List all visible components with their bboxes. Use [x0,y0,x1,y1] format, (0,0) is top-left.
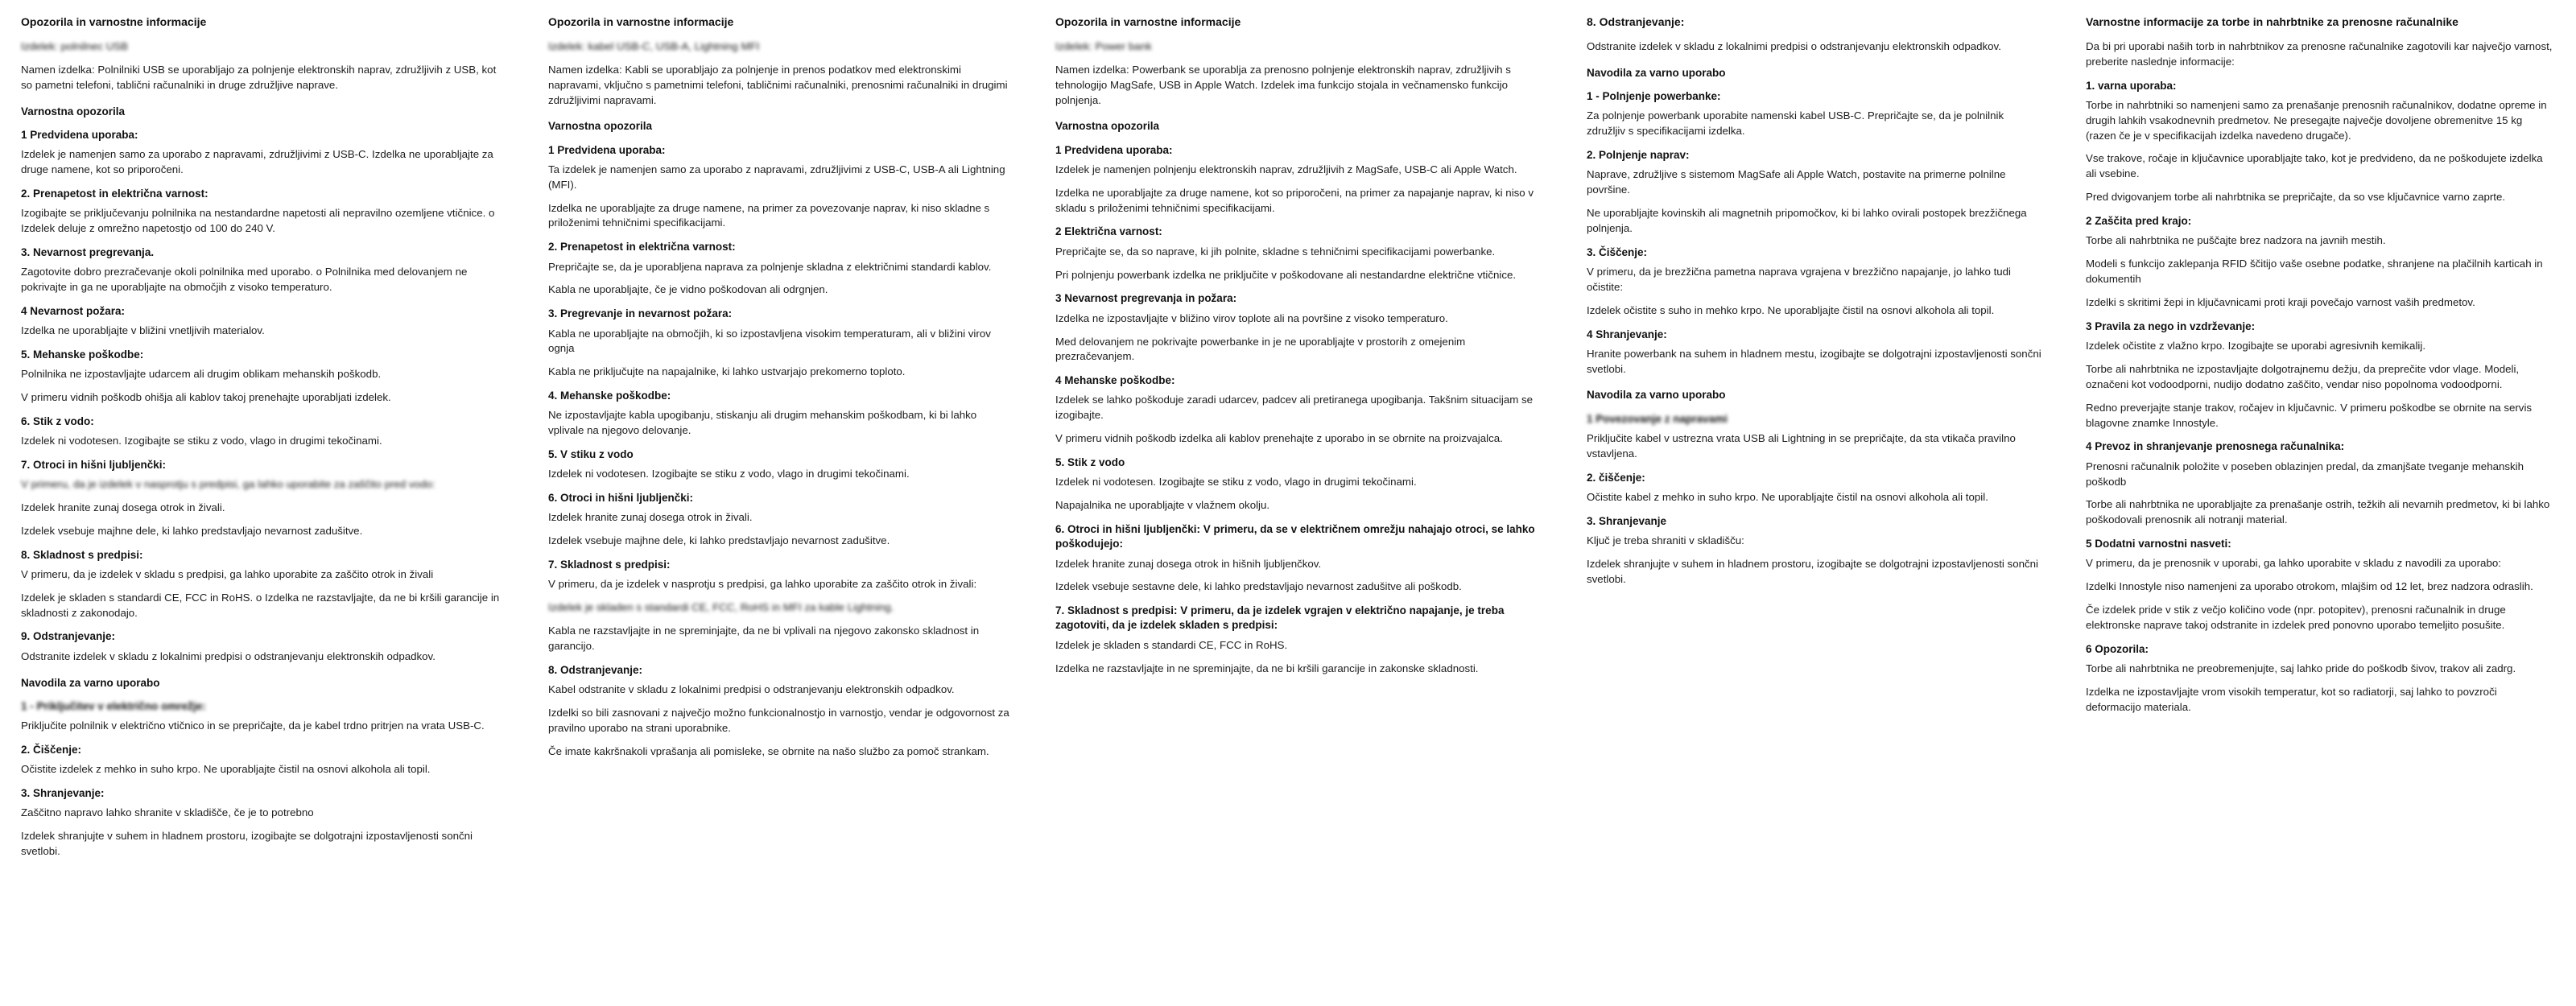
paragraph: Vse trakove, ročaje in ključavnice uporabljajte tako, kot je predvideno, da ne poškodujete izdelka ali vsebine. [2086,152,2543,180]
paragraph: Odstranite izdelek v skladu z lokalnimi predpisi o odstranjevanju elektronskih odpadkov. [1587,39,2001,52]
paragraph: Izdelka ne uporabljajte za druge namene, na primer za povezovanje naprav, ki niso skladne s priloženimi tehničnimi specifikacijami. [548,201,990,229]
paragraph: Kabla ne uporabljajte, če je vidno poškodovan ali odrgnjen. [548,283,828,296]
paragraph: Izdelek ni vodotesen. Izogibajte se stiku z vodo, vlago in drugimi tekočinami. [21,434,382,447]
paragraph: Izdelek je skladen s standardi CE, FCC in RoHS. [1055,638,1288,651]
subsection-heading: 6. Stik z vodo: [21,414,94,427]
paragraph: Namen izdelka: Kabli se uporabljajo za polnjenje in prenos podatkov med elektronskimi napravami, vključno s pametnimi telefoni, tabličnimi računalniki, prenosnimi računalniki in drugimi združljivimi napravami. [548,63,1008,106]
paragraph: Izdelek vsebuje majhne dele, ki lahko predstavljajo nevarnost zadušitve. [21,524,363,537]
subsection-heading: 2 Električna varnost: [1055,225,1162,238]
paragraph: Prenosni računalnik položite v poseben oblazinjen predal, da zmanjšate tveganje mehanskih poškodb [2086,460,2524,488]
subsection-heading: 2. Čiščenje: [21,743,82,756]
subsection-heading: 5. Stik z vodo [1055,456,1125,469]
paragraph: Izdelek hranite zunaj dosega otrok in živali. [21,501,225,513]
paragraph: Izdelek je skladen s standardi CE, FCC in RoHS. o Izdelka ne razstavljajte, da ne bi kršili garancije in skladnosti z zakonodajo. [21,591,500,619]
paragraph: Med delovanjem ne pokrivajte powerbanke in je ne uporabljajte v prostorih z omejenim prezračevanjem. [1055,335,1466,363]
column-body [1587,39,2044,588]
paragraph: Izdelka ne razstavljajte in ne spreminjajte, da ne bi kršili garancije in zakonske skladnosti. [1055,662,1479,674]
paragraph: Izdelki Innostyle niso namenjeni za uporabo otrokom, mlajšim od 12 let, brez nadzora odraslih. [2086,580,2533,593]
paragraph: Priključite kabel v ustrezna vrata USB ali Lightning in se prepričajte, da sta vtikača pravilno vstavljena. [1587,431,2016,460]
subsection-heading: 6 Opozorila: [2086,642,2149,655]
paragraph: Izdelek hranite zunaj dosega otrok in hišnih ljubljenčkov. [1055,557,1322,570]
column-title: Opozorila in varnostne informacije [548,15,734,28]
paragraph: V primeru vidnih poškodb ohišja ali kablov takoj prenehajte uporabljati izdelek. [21,390,391,403]
paragraph: Izdelka ne izpostavljajte v bližino virov toplote ali na površine z visoko temperaturo. [1055,311,1448,324]
paragraph: Torbe in nahrbtniki so namenjeni samo za prenašanje prenosnih računalnikov, dodatne opreme in drugih lahkih vsakodnevnih predmetov. Ne presegajte največje dovoljene obremenitve 15 kg (razen če je v specifikacijah izdelka navedeno drugače). [2086,98,2547,142]
subsection-heading: 8. Odstranjevanje: [548,663,643,676]
subsection-heading [1587,412,2044,427]
paragraph: Polnilnika ne izpostavljajte udarcem ali drugim oblikam mehanskih poškodb. [21,367,382,380]
paragraph: Ključ je treba shraniti v skladišču: [1587,534,1744,546]
paragraph: Da bi pri uporabi naših torb in nahrbtnikov za prenosne računalnike zagotovili kar največjo varnost, preberite naslednje informacije: [2086,39,2553,68]
paragraph: Modeli s funkcijo zaklepanja RFID ščitijo vaše osebne podatke, shranjene na plačilnih karticah in dokumentih [2086,258,2543,286]
document-column-3 [1034,14,1566,1006]
column-title: Opozorila in varnostne informacije [1055,15,1241,28]
subsection-heading: 7. Skladnost s predpisi: V primeru, da je izdelek vgrajen v električno napajanje, je treba zagotoviti, da je izdelek skladen s predpisi: [1055,604,1505,632]
subsection-heading: 1. varna uporaba: [2086,79,2177,92]
paragraph: Torbe ali nahrbtnika ne uporabljajte za prenašanje ostrih, težkih ali nevarnih predmetov, ki bi lahko poškodovali prenosnik ali notranji material. [2086,498,2550,526]
subsection-heading: 6. Otroci in hišni ljubljenčki: V primeru, da se v električnem omrežju nahajajo otroci, se lahko poškodujejo: [1055,523,1535,550]
paragraph: Priključite polnilnik v električno vtičnico in se prepričajte, da je kabel trdno pritrjen na vrata USB-C. [21,719,485,732]
paragraph: Redno preverjajte stanje trakov, ročajev in ključavnic. V primeru poškodbe se obrnite na servis blagovne znamke Innostyle. [2086,401,2533,429]
paragraph: Izdelka ne uporabljajte v bližini vnetljivih materialov. [21,324,265,336]
paragraph [548,600,1013,616]
paragraph: Pred dvigovanjem torbe ali nahrbtnika se prepričajte, da so vse ključavnice varno zaprte. [2086,191,2506,204]
paragraph: Namen izdelka: Powerbank se uporablja za prenosno polnjenje elektronskih naprav, združljivih s tehnologijo MagSafe, USB in Apple Watch. Izdelek ima funkcijo stojala in večnamensko funkcijo polnjenja. [1055,63,1511,106]
paragraph: Izdelka ne uporabljajte za druge namene, kot so priporočeni, na primer za napajanje naprav, ki niso v skladu s priloženimi tehničnimi specifikacijami. [1055,186,1534,214]
subsection-heading: 1 Predvidena uporaba: [1055,143,1173,156]
subsection-heading: 6. Otroci in hišni ljubljenčki: [548,492,694,505]
subsection-heading: 2. Polnjenje naprav: [1587,148,1690,161]
subsection-heading: 9. Odstranjevanje: [21,630,116,643]
subsection-heading: 4. Mehanske poškodbe: [548,390,671,402]
subsection-heading: 3. Čiščenje: [1587,245,1648,258]
subsection-heading: 4 Nevarnost požara: [21,304,126,317]
subsection-heading: 4 Mehanske poškodbe: [1055,374,1175,387]
paragraph: Ne izpostavljajte kabla upogibanju, stiskanju ali drugim mehanskim poškodbam, ki bi lahko vplivale na njegovo delovanje. [548,409,977,437]
subsection-heading: 1 Predvidena uporaba: [21,128,138,141]
paragraph: Izdelek hranite zunaj dosega otrok in živali. [548,511,753,524]
redacted-text: Izdelek: kabel USB-C, USB-A, Lightning MFI [548,39,760,52]
paragraph: Očistite kabel z mehko in suho krpo. Ne uporabljajte čistil na osnovi alkohola ali topil. [1587,490,1988,503]
paragraph: Izogibajte se priključevanju polnilnika na nestandardne napetosti ali nepravilno ozemljene vtičnice. o Izdelek deluje z omrežno napetostjo od 100 do 240 V. [21,206,495,234]
subsection-heading: 1 - Polnjenje powerbanke: [1587,89,1721,102]
paragraph: Izdelka ne izpostavljajte vrom visokih temperatur, kot so radiatorji, saj lahko to povzroči deformacijo materiala. [2086,685,2497,713]
subsection-heading: 3. Shranjevanje [1587,514,1667,527]
paragraph: Izdelek shranjujte v suhem in hladnem prostoru, izogibajte se dolgotrajni izpostavljenosti sončni svetlobi. [1587,557,2038,585]
redacted-text: Izdelek: Power bank [1055,39,1152,52]
subsection-heading: 5 Dodatni varnostni nasveti: [2086,538,2231,550]
column-title: Varnostne informacije za torbe in nahrbtnike za prenosne računalnike [2086,15,2458,28]
paragraph [548,39,1013,55]
subsection-heading: 2 Zaščita pred krajo: [2086,215,2192,228]
paragraph: V primeru, da je izdelek v skladu s predpisi, ga lahko uporabite za zaščito otrok in živali [21,567,434,580]
section-heading: Varnostna opozorila [1055,120,1160,133]
paragraph: Ne uporabljajte kovinskih ali magnetnih pripomočkov, ki bi lahko ovirali postopek brezžičnega polnjenja. [1587,206,2027,234]
paragraph: Hranite powerbank na suhem in hladnem mestu, izogibajte se dolgotrajni izpostavljenosti sončni svetlobi. [1587,347,2041,375]
column-title: 8. Odstranjevanje: [1587,15,1685,28]
paragraph: Izdelek shranjujte v suhem in hladnem prostoru, izogibajte se dolgotrajni izpostavljenosti sončni svetlobi. [21,830,473,857]
paragraph: Kabla ne razstavljajte in ne spreminjajte, da ne bi vplivali na njegovo zakonsko skladnost in garancijo. [548,625,980,653]
document-column-5 [2065,14,2576,1006]
paragraph: Zagotovite dobro prezračevanje okoli polnilnika med uporabo. o Polnilnika med delovanjem ne pokrivajte in ga ne uporabljajte na območjih z visoko temperaturo. [21,265,468,293]
subsection-heading: 7. Otroci in hišni ljubljenčki: [21,458,167,471]
subsection-heading: 3 Pravila za nego in vzdrževanje: [2086,320,2256,332]
column-body [21,39,506,860]
paragraph: Zaščitno napravo lahko shranite v skladišče, če je to potrebno [21,806,314,819]
paragraph: Izdelek je namenjen polnjenju elektronskih naprav, združljivih z MagSafe, USB-C ali Apple Watch. [1055,163,1517,175]
paragraph [21,39,506,55]
paragraph: Izdelek je namenjen samo za uporabo z napravami, združljivimi z USB-C. Izdelka ne uporabljajte za druge namene, kot so priporočeni. [21,147,493,175]
subsection-heading: 2. Prenapetost in električna varnost: [21,187,208,200]
paragraph: Izdelek očistite z vlažno krpo. Izogibajte se uporabi agresivnih kemikalij. [2086,340,2426,353]
subsection-heading: 3. Shranjevanje: [21,786,105,799]
paragraph: Izdelek očistite s suho in mehko krpo. Ne uporabljajte čistil na osnovi alkohola ali topil. [1587,303,1995,316]
subsection-heading: 5. Mehanske poškodbe: [21,348,144,361]
redacted-text: V primeru, da je izdelek v nasprotju s predpisi, ga lahko uporabite za zaščito pred vodo: [21,478,436,491]
column-body [548,39,1013,760]
section-heading: Navodila za varno uporabo [1587,389,1726,402]
paragraph: Kabel odstranite v skladu z lokalnimi predpisi o odstranjevanju elektronskih odpadkov. [548,683,955,696]
paragraph: Za polnjenje powerbank uporabite namenski kabel USB-C. Prepričajte se, da je polnilnik združljiv s specifikacijami izdelka. [1587,109,2004,138]
paragraph: Naprave, združljive s sistemom MagSafe ali Apple Watch, postavite na primerne polnilne površine. [1587,168,2006,196]
document-column-4 [1566,14,2065,1006]
paragraph: Izdelki s skritimi žepi in ključavnicami proti kraji povečajo varnost vaših predmetov. [2086,295,2475,308]
redacted-text: 1 Povezovanje z napravami [1587,412,1728,425]
redacted-text: Izdelek: polnilnec USB [21,39,129,52]
subsection-heading: 2. Prenapetost in električna varnost: [548,241,736,254]
paragraph: Kabla ne priključujte na napajalnike, ki lahko ustvarjajo prekomerno toploto. [548,365,906,378]
paragraph: Izdelki so bili zasnovani z največjo možno funkcionalnostjo in varnostjo, vendar je odgovornost za pravilno uporabo na strani uporabnike. [548,706,1009,734]
paragraph: V primeru vidnih poškodb izdelka ali kablov prenehajte z uporabo in se obrnite na proizvajalca. [1055,432,1503,445]
subsection-heading: 1 Predvidena uporaba: [548,143,666,156]
document-column-2 [527,14,1034,1006]
subsection-heading: 5. V stiku z vodo [548,448,634,461]
paragraph: Če izdelek pride v stik z večjo količino vode (npr. potopitev), prenosni računalnik in druge elektronske naprave takoj odstranite in izdelek pred ponovno uporabo temeljito posušite. [2086,604,2506,631]
subsection-heading: 3. Nevarnost pregrevanja. [21,245,155,258]
paragraph: Prepričajte se, da so naprave, ki jih polnite, skladne s tehničnimi specifikacijami powerbanke. [1055,245,1496,258]
paragraph: Če imate kakršnakoli vprašanja ali pomisleke, se obrnite na našo službo za pomoč strankam. [548,744,989,757]
subsection-heading: 4 Prevoz in shranjevanje prenosnega računalnika: [2086,440,2345,453]
paragraph: Izdelek se lahko poškoduje zaradi udarcev, padcev ali pretiranega upogibanja. Takšnim situacijam se izogibajte. [1055,394,1534,422]
paragraph [1055,39,1545,55]
paragraph: Očistite izdelek z mehko in suho krpo. Ne uporabljajte čistil na osnovi alkohola ali topil. [21,763,431,776]
paragraph: Izdelek ni vodotesen. Izogibajte se stiku z vodo, vlago in drugimi tekočinami. [548,468,910,480]
column-body [1055,39,1545,677]
subsection-heading [21,699,506,714]
paragraph: Torbe ali nahrbtnika ne izpostavljajte dolgotrajnemu dežju, da preprečite vdor vlage. Modeli, označeni kot vodoodporni, nudijo dodatno zaščito, vendar niso popolnoma vodoodporni. [2086,362,2520,390]
subsection-heading: 3. Pregrevanje in nevarnost požara: [548,307,733,320]
paragraph: Prepričajte se, da je uporabljena naprava za polnjenje skladna z električnimi standardi kablov. [548,260,992,273]
subsection-heading: 3 Nevarnost pregrevanja in požara: [1055,292,1237,305]
column-body [2086,39,2555,715]
paragraph: Torbe ali nahrbtnika ne puščajte brez nadzora na javnih mestih. [2086,234,2386,247]
paragraph: Odstranite izdelek v skladu z lokalnimi predpisi o odstranjevanju elektronskih odpadkov. [21,649,436,662]
section-heading: Navodila za varno uporabo [21,676,160,689]
paragraph: Pri polnjenju powerbank izdelka ne priključite v poškodovane ali nestandardne električne vtičnice. [1055,268,1517,281]
section-heading: Navodila za varno uporabo [1587,66,1726,79]
paragraph: V primeru, da je prenosnik v uporabi, ga lahko uporabite v skladu z navodili za uporabo: [2086,557,2501,570]
redacted-text: 1 - Priključitev v električno omrežje: [21,699,206,712]
paragraph: V primeru, da je brezžična pametna naprava vgrajena v brezžično napajanje, jo lahko tudi očistite: [1587,265,2012,293]
paragraph [21,477,506,493]
redacted-text: Izdelek je skladen s standardi CE, FCC, RoHS in MFI za kable Lightning. [548,601,894,614]
paragraph: Kabla ne uporabljajte na območjih, ki so izpostavljena visokim temperaturam, ali v bližini virov ognja [548,327,991,355]
paragraph: Izdelek vsebuje majhne dele, ki lahko predstavljajo nevarnost zadušitve. [548,534,890,547]
paragraph: V primeru, da je izdelek v nasprotju s predpisi, ga lahko uporabite za zaščito otrok in živali: [548,578,977,591]
section-heading: Varnostna opozorila [548,120,653,133]
column-title: Opozorila in varnostne informacije [21,15,207,28]
subsection-heading: 2. čiščenje: [1587,471,1645,484]
subsection-heading: 8. Skladnost s predpisi: [21,548,143,561]
paragraph: Izdelek vsebuje sestavne dele, ki lahko predstavljajo nevarnost zadušitve ali poškodb. [1055,580,1462,593]
section-heading: Varnostna opozorila [21,105,126,118]
paragraph: Izdelek ni vodotesen. Izogibajte se stiku z vodo, vlago in drugimi tekočinami. [1055,476,1417,489]
document-column-1 [0,14,527,1006]
paragraph: Torbe ali nahrbtnika ne preobremenjujte, saj lahko pride do poškodb šivov, trakov ali zadrg. [2086,662,2516,675]
subsection-heading: 4 Shranjevanje: [1587,328,1667,340]
paragraph: Ta izdelek je namenjen samo za uporabo z napravami, združljivimi z USB-C, USB-A ali Lightning (MFI). [548,163,1005,191]
paragraph: Napajalnika ne uporabljajte v vlažnem okolju. [1055,499,1270,512]
paragraph: Namen izdelka: Polnilniki USB se uporabljajo za polnjenje elektronskih naprav, združljivih z USB, kot so pametni telefoni, tablični računalniki in druge združljive naprave. [21,63,497,91]
subsection-heading: 7. Skladnost s predpisi: [548,559,671,571]
